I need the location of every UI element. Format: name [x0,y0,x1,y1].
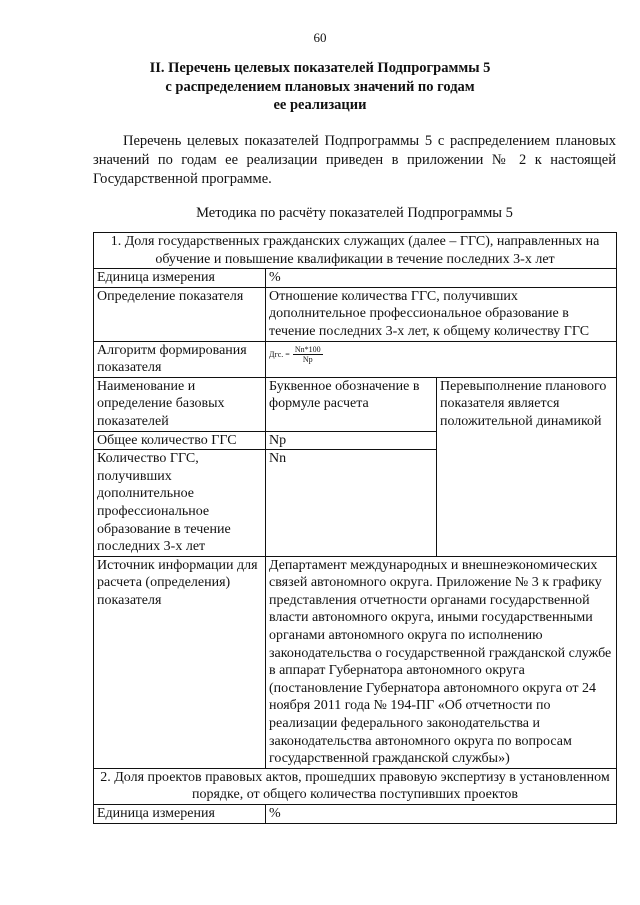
source-label: Источник информации для расчета (определения) показателя [94,556,266,768]
total-ggs-symbol: Np [266,431,437,450]
indicator-1-source-row [94,556,617,768]
unit-label: Единица измерения [94,269,266,288]
intro-paragraph: Перечень целевых показателей Подпрограммы 5 с распределением плановых значений по годам ее реализации приведен в приложении № 2 к настоящей Государственной программе. [93,133,616,187]
formula-denominator: Np [302,354,313,364]
section-heading-line-2: с распределением плановых значений по годам [165,78,475,95]
source-value: Департамент международных и внешнеэкономических связей автономного округа. Приложение № 3 к графику представления отчетности органами государственной власти автономного округа, иными государственными органами автономного округа по исполнению законодательства о государственной гражданской службе в аппарат Губернатора автономного округа (постановление Губернатора автономного округа от 24 ноября 2011 года № 194-ПГ «Об отчетности по реализации федерального законодательства и законодательства автономного округа по вопросам государственной гражданской службы») [266,556,617,768]
indicator-1-algorithm-row [94,341,617,377]
indicator-2-title-row [94,768,617,804]
unit-value-2: % [266,805,617,824]
base-indicators-label: Наименование и определение базовых показателей [94,377,266,431]
section-heading-line-1: II. Перечень целевых показателей Подпрограммы 5 [149,60,491,76]
definition-value: Отношение количества ГГС, получивших дополнительное профессиональное образование в течение последних 3-х лет, к общему количеству ГГС [266,287,617,341]
indicator-1-title-row [94,233,617,269]
base-symbol-label: Буквенное обозначение в формуле расчета [266,377,437,431]
methodology-table [93,232,617,824]
formula-numerator: Nn*100 [294,344,321,354]
indicator-1-definition-row [94,287,617,341]
indicator-1-unit-row [94,269,617,288]
indicator-2-title: 2. Доля проектов правовых актов, прошедших правовую экспертизу в установленном порядке, от общего количества поступивших проектов [94,768,617,804]
section-heading-line-3: ее реализации [273,97,367,113]
section-heading [100,59,540,115]
unit-value: % [266,269,617,288]
unit-label-2: Единица измерения [94,805,266,824]
formula-fraction [293,345,323,364]
page-number: 60 [313,30,327,45]
trained-ggs-symbol: Nn [266,450,437,557]
algorithm-formula-cell [266,341,617,377]
formula [269,342,323,364]
trained-ggs-label: Количество ГГС, получивших дополнительное профессиональное образование в течение последних 3-х лет [94,450,266,557]
base-note: Перевыполнение планового показателя является положительной динамикой [437,377,617,556]
indicator-1-base-header-row [94,377,617,431]
indicator-2-unit-row [94,805,617,824]
methodology-title: Методика по расчёту показателей Подпрограммы 5 [196,205,513,221]
algorithm-label: Алгоритм формирования показателя [94,341,266,377]
formula-lhs: Дгс. = [269,349,290,359]
indicator-1-title: 1. Доля государственных гражданских служащих (далее – ГГС), направленных на обучение и повышение квалификации в течение последних 3-х лет [94,233,617,269]
definition-label: Определение показателя [94,287,266,341]
total-ggs-label: Общее количество ГГС [94,431,266,450]
